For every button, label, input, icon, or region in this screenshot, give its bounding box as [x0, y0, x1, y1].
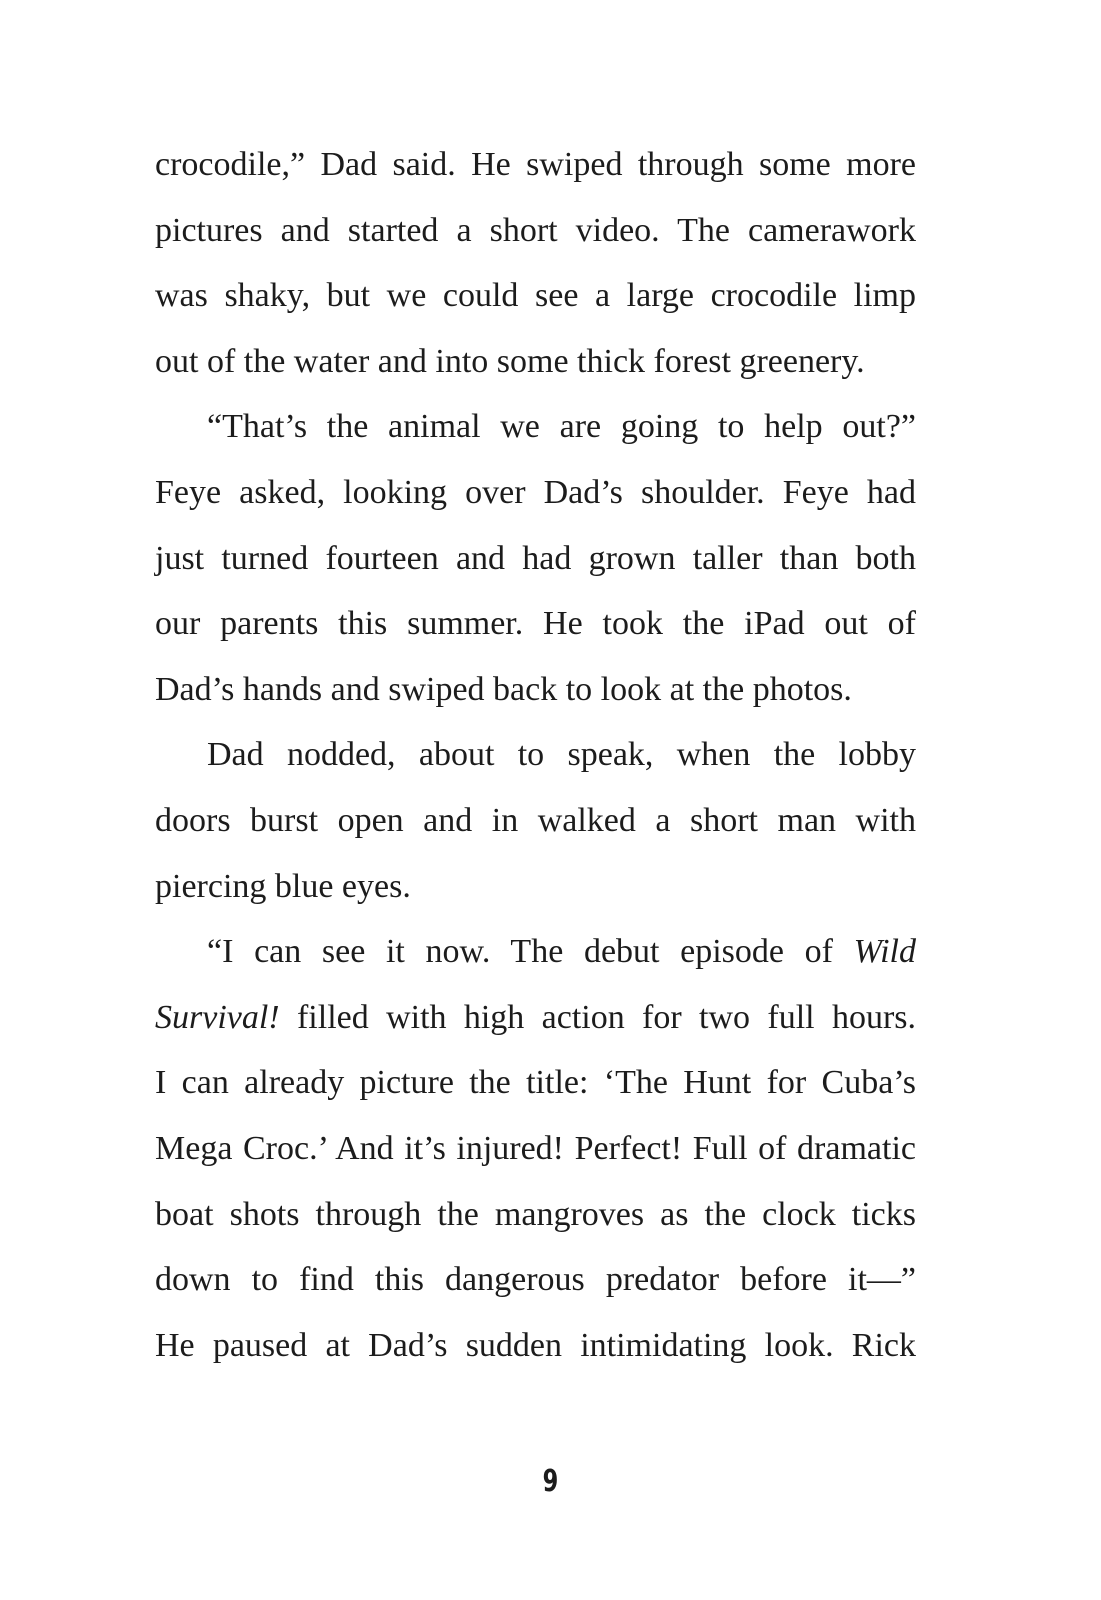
text-line — [155, 788, 916, 854]
text-line — [155, 591, 916, 657]
text-segment: down to find this dangerous predator before it—” — [155, 1261, 916, 1299]
text-line — [155, 198, 916, 264]
text-segment: boat shots through the mangroves as the clock ticks — [155, 1195, 916, 1233]
text-line — [155, 526, 916, 592]
text-segment: “I can see it now. The debut episode of — [207, 933, 854, 971]
text-line — [155, 1116, 916, 1182]
text-line — [155, 854, 916, 920]
text-segment: doors burst open and in walked a short man with — [155, 801, 916, 839]
text-line — [155, 722, 916, 788]
text-line — [155, 132, 916, 198]
text-line — [155, 657, 916, 723]
text-line — [155, 329, 916, 395]
text-line — [155, 394, 916, 460]
text-line — [155, 919, 916, 985]
italic-text: Wild — [853, 933, 916, 971]
text-segment: Feye asked, looking over Dad’s shoulder. Feye had — [155, 473, 916, 511]
text-segment: out of the water and into some thick forest greenery. — [155, 342, 865, 380]
text-segment: pictures and started a short video. The camerawork — [155, 211, 916, 249]
italic-text: Survival! — [155, 998, 280, 1036]
text-segment: I can already picture the title: ‘The Hunt for Cuba’s — [155, 1064, 916, 1102]
text-segment: Dad nodded, about to speak, when the lobby — [207, 736, 916, 774]
body-text — [155, 132, 916, 1378]
text-line — [155, 1182, 916, 1248]
text-line — [155, 460, 916, 526]
text-segment: just turned fourteen and had grown taller than both — [155, 539, 916, 577]
text-segment: crocodile,” Dad said. He swiped through some more — [155, 146, 916, 183]
text-segment: Mega Croc.’ And it’s injured! Perfect! Full of dramatic — [155, 1129, 916, 1167]
text-segment: piercing blue eyes. — [155, 867, 411, 905]
text-line — [155, 1313, 916, 1379]
text-line — [155, 1247, 916, 1313]
text-segment: Dad’s hands and swiped back to look at the photos. — [155, 670, 852, 708]
text-segment: our parents this summer. He took the iPad out of — [155, 605, 916, 643]
text-segment: He paused at Dad’s sudden intimidating look. Rick — [155, 1326, 916, 1364]
text-line — [155, 1050, 916, 1116]
text-line — [155, 263, 916, 329]
page-number: 9 — [542, 1464, 559, 1499]
text-segment: was shaky, but we could see a large crocodile limp — [155, 277, 916, 315]
text-segment: filled with high action for two full hours. — [279, 998, 916, 1036]
text-segment: “That’s the animal we are going to help out?” — [207, 408, 916, 446]
text-line — [155, 985, 916, 1051]
